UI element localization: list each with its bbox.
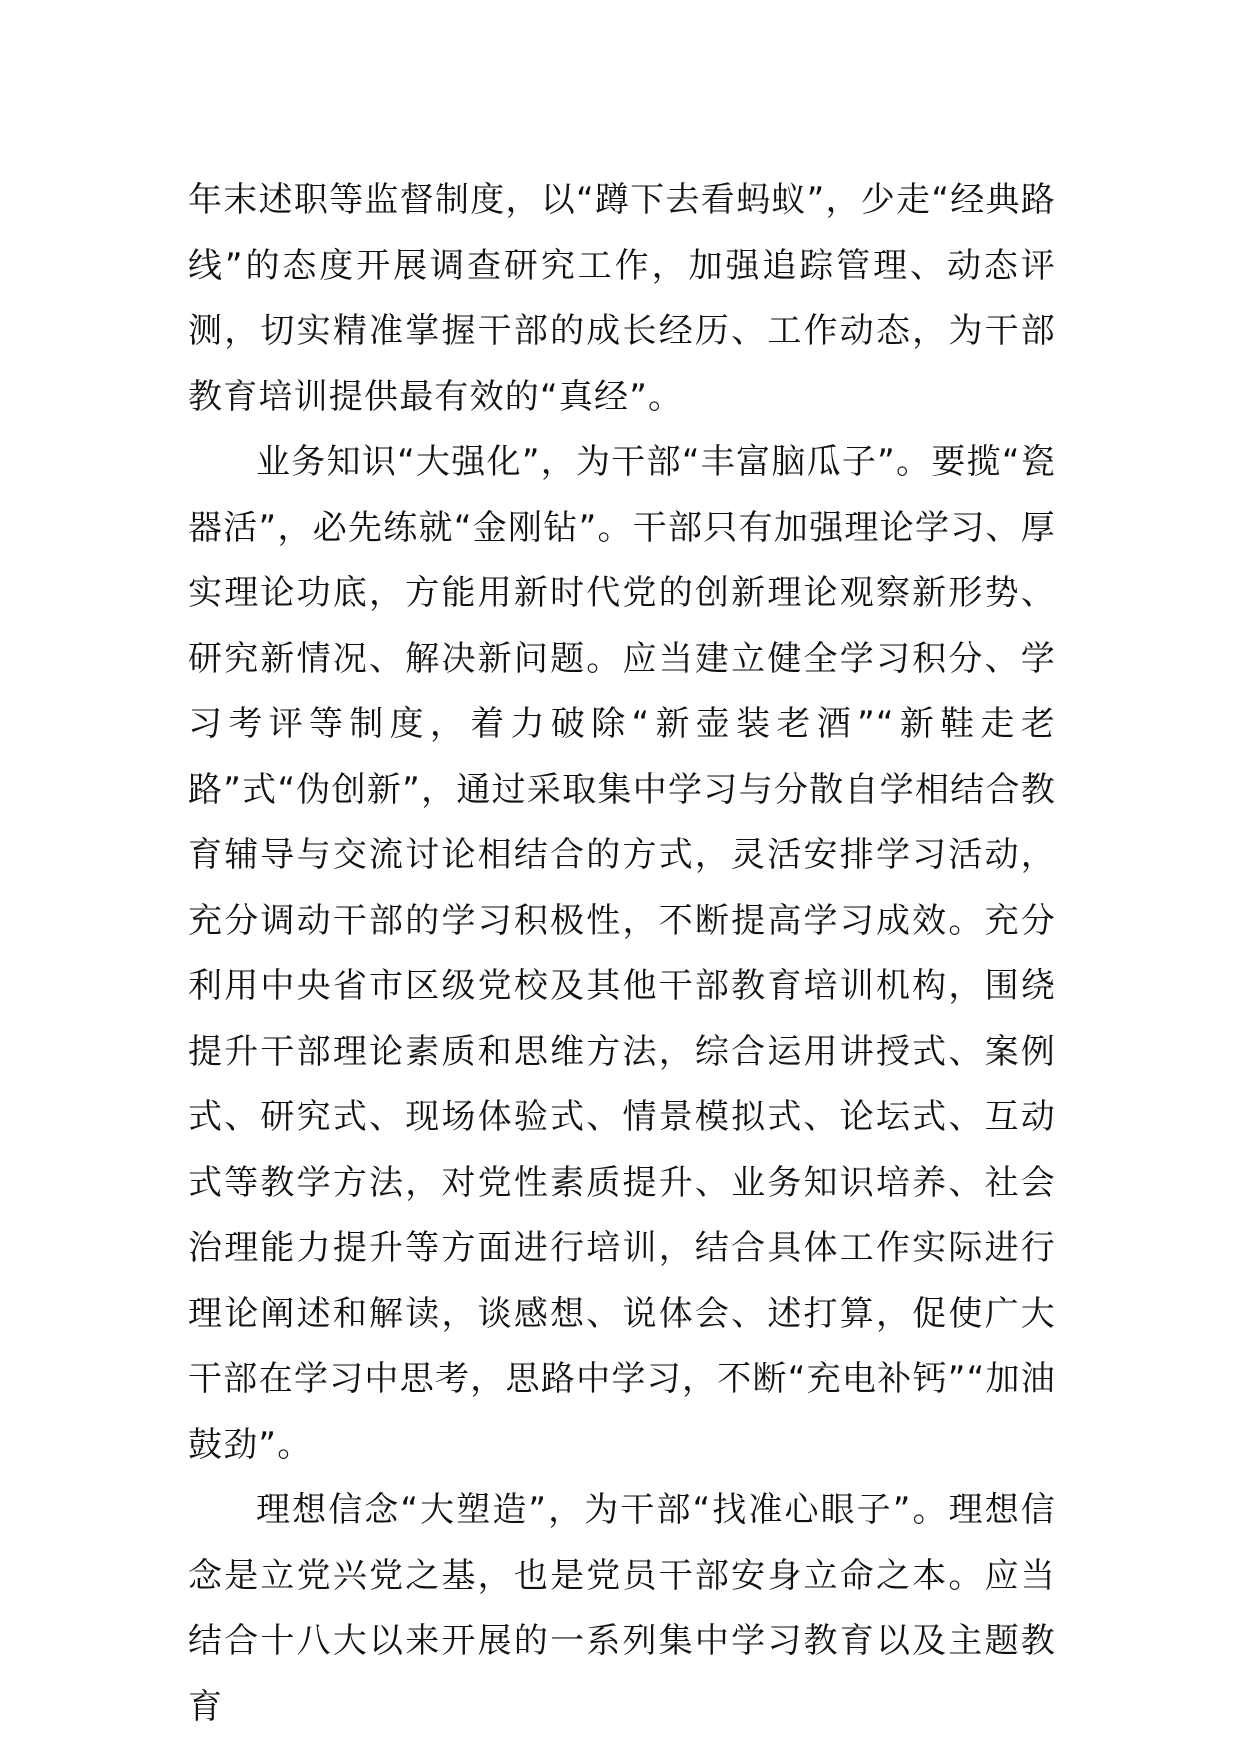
- paragraph-2: 业务知识“大强化”，为干部“丰富脑瓜子”。要揽“瓷器活”，必先练就“金刚钻”。干部只有加强理论学习、厚实理论功底，方能用新时代党的创新理论观察新形势、研究新情况、解决新问题。应当建立健全学习积分、学习考评等制度，着力破除“新壶装老酒”“新鞋走老路”式“伪创新”，通过采取集中学习与分散自学相结合教育辅导与交流讨论相结合的方式，灵活安排学习活动，充分调动干部的学习积极性，不断提高学习成效。充分利用中央省市区级党校及其他干部教育培训机构，围绕提升干部理论素质和思维方法，综合运用讲授式、案例式、研究式、现场体验式、情景模拟式、论坛式、互动式等教学方法，对党性素质提升、业务知识培养、社会治理能力提升等方面进行培训，结合具体工作实际进行理论阐述和解读，谈感想、说体会、述打算，促使广大干部在学习中思考，思路中学习，不断“充电补钙”“加油鼓劲”。: [188, 442, 1056, 1465]
- paragraph-1: 年末述职等监督制度，以“蹲下去看蚂蚁”，少走“经典路线”的态度开展调查研究工作，加强追踪管理、动态评测，切实精准掌握干部的成长经历、工作动态，为干部教育培训提供最有效的“真经”。: [188, 180, 1056, 417]
- paragraph-3: 理想信念“大塑造”，为干部“找准心眼子”。理想信念是立党兴党之基，也是党员干部安身立命之本。应当结合十八大以来开展的一系列集中学习教育以及主题教育: [188, 1490, 1056, 1727]
- document-body: [188, 168, 1056, 1740]
